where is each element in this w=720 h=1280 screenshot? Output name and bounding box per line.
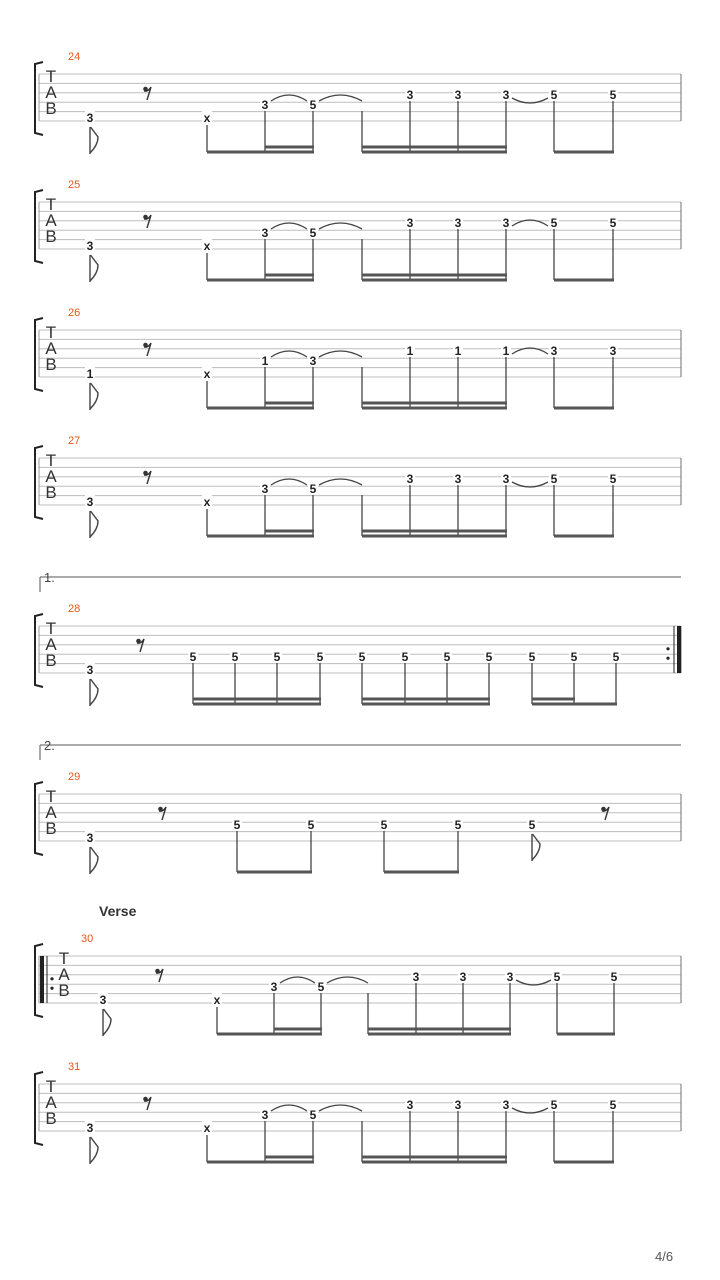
fret-last-a: 5 — [553, 970, 561, 984]
tie-arc — [271, 351, 307, 357]
beam-secondary — [362, 1156, 507, 1159]
beam-primary — [362, 703, 490, 706]
beam-primary — [384, 871, 459, 874]
fret-note: 5 — [528, 650, 536, 664]
beam-primary — [368, 1033, 511, 1036]
fret-last-b: 5 — [610, 970, 618, 984]
tie-arc-continue — [319, 95, 362, 101]
fret-tied-end: 5 — [317, 980, 325, 994]
fret-tied-end: 5 — [309, 98, 317, 112]
section-label-verse: Verse — [99, 903, 137, 919]
eighth-rest — [143, 87, 151, 100]
dead-note: x — [203, 367, 211, 381]
volta-bracket-2 — [40, 738, 681, 760]
fret-note: 5 — [189, 650, 197, 664]
page-number: 4/6 — [655, 1249, 674, 1264]
fret-tied-start: 3 — [261, 98, 269, 112]
fret-tied-end: 5 — [309, 1108, 317, 1122]
fret-note: 5 — [307, 818, 315, 832]
tab-letter-t: T — [58, 949, 70, 968]
fret-note: 5 — [528, 818, 536, 832]
beam-primary — [554, 279, 614, 282]
tab-letter-t: T — [45, 787, 57, 806]
measure-number: 29 — [68, 771, 81, 783]
beam-primary — [207, 407, 314, 410]
tab-letter-b: B — [45, 483, 57, 502]
tab-letter-b: B — [45, 651, 57, 670]
tie-arc-continue — [319, 223, 362, 229]
beam-primary — [554, 407, 614, 410]
beam-primary — [532, 703, 617, 706]
beam-primary — [207, 1161, 314, 1164]
beam-primary — [207, 535, 314, 538]
eighth-rest — [136, 639, 144, 652]
fret-note: 5 — [358, 650, 366, 664]
dead-note: x — [203, 111, 211, 125]
fret-note: 5 — [231, 650, 239, 664]
volta-bracket-1 — [40, 570, 681, 592]
fret-last-b: 5 — [609, 472, 617, 486]
fret-run: 3 — [506, 970, 514, 984]
eighth-rest — [143, 215, 151, 228]
beam-primary — [217, 1033, 322, 1036]
fret-run: 3 — [502, 216, 510, 230]
repeat-start-sign — [40, 956, 54, 1003]
beam-secondary — [362, 698, 490, 701]
eighth-rest — [143, 343, 151, 356]
tab-letter-b: B — [45, 99, 57, 118]
tab-letter-b: B — [45, 1109, 57, 1128]
fret-last-b: 5 — [609, 88, 617, 102]
note-stem-flag — [90, 1137, 98, 1164]
beam-primary — [237, 871, 312, 874]
fret-run: 1 — [406, 344, 414, 358]
fret-run: 3 — [406, 216, 414, 230]
fret-first: 3 — [86, 495, 94, 509]
fret-run: 3 — [412, 970, 420, 984]
note-stem-flag — [532, 834, 540, 861]
measure-31 — [35, 1061, 681, 1164]
tab-letter-t: T — [45, 1077, 57, 1096]
fret-note: 5 — [380, 818, 388, 832]
fret-run: 3 — [459, 970, 467, 984]
fret-run: 3 — [454, 1098, 462, 1112]
tab-letter-a: A — [45, 635, 57, 654]
fret-run: 3 — [406, 88, 414, 102]
tab-letter-b: B — [45, 819, 57, 838]
fret-first: 3 — [99, 993, 107, 1007]
fret-run: 3 — [454, 216, 462, 230]
fret-first: 3 — [86, 831, 94, 845]
beam-secondary — [265, 274, 314, 277]
tab-letter-a: A — [45, 339, 57, 358]
tie-arc-continue — [319, 351, 362, 357]
fret-run: 3 — [406, 472, 414, 486]
tie-arc — [271, 1105, 307, 1111]
beam-secondary — [274, 1028, 322, 1031]
fret-note: 5 — [273, 650, 281, 664]
fret-tied-start: 1 — [261, 354, 269, 368]
beam-secondary — [368, 1028, 511, 1031]
beam-primary — [362, 407, 507, 410]
tie-arc — [271, 223, 307, 229]
fret-tied-end: 5 — [309, 226, 317, 240]
measure-number: 30 — [81, 933, 94, 945]
tab-letter-a: A — [45, 803, 57, 822]
tab-letter-b: B — [45, 355, 57, 374]
fret-last-b: 3 — [609, 344, 617, 358]
beam-primary — [362, 279, 507, 282]
tab-letter-t: T — [45, 451, 57, 470]
tie-arc — [280, 977, 315, 983]
measure-number: 24 — [68, 51, 81, 63]
fret-run: 3 — [454, 472, 462, 486]
dead-note: x — [203, 1121, 211, 1135]
beam-secondary — [362, 274, 507, 277]
fret-tied-start: 3 — [270, 980, 278, 994]
beam-secondary — [193, 698, 321, 701]
fret-tied-start: 3 — [261, 1108, 269, 1122]
volta-label: 1. — [44, 570, 55, 585]
fret-note: 5 — [570, 650, 578, 664]
measure-28 — [35, 570, 681, 706]
measure-number: 26 — [68, 307, 81, 319]
tie-arc — [271, 479, 307, 485]
fret-last-b: 5 — [609, 1098, 617, 1112]
measure-30 — [35, 933, 681, 1036]
eighth-rest — [143, 1097, 151, 1110]
tab-letter-b: B — [58, 981, 70, 1000]
beam-secondary — [362, 146, 507, 149]
tab-letter-t: T — [45, 195, 57, 214]
fret-note: 5 — [316, 650, 324, 664]
fret-run: 3 — [502, 472, 510, 486]
dead-note: x — [213, 993, 221, 1007]
tab-letter-t: T — [45, 323, 57, 342]
repeat-end-sign — [666, 626, 681, 673]
eighth-rest — [155, 969, 163, 982]
note-stem-flag — [90, 847, 98, 874]
fret-first: 3 — [86, 663, 94, 677]
tab-letter-a: A — [45, 211, 57, 230]
beam-secondary — [362, 530, 507, 533]
eighth-rest — [601, 807, 609, 820]
measure-number: 31 — [68, 1061, 81, 1073]
measure-26 — [35, 307, 681, 410]
fret-first: 1 — [86, 367, 94, 381]
beam-secondary — [265, 1156, 314, 1159]
beam-primary — [554, 535, 614, 538]
fret-first: 3 — [86, 111, 94, 125]
tab-letter-b: B — [45, 227, 57, 246]
fret-last-a: 5 — [550, 472, 558, 486]
fret-first: 3 — [86, 1121, 94, 1135]
fret-run: 3 — [454, 88, 462, 102]
fret-last-a: 5 — [550, 216, 558, 230]
measure-number: 25 — [68, 179, 81, 191]
fret-note: 5 — [454, 818, 462, 832]
note-stem-flag — [90, 511, 98, 538]
eighth-rest — [158, 807, 166, 820]
tab-letter-a: A — [45, 1093, 57, 1112]
fret-tied-end: 3 — [309, 354, 317, 368]
beam-secondary — [265, 146, 314, 149]
beam-secondary — [265, 530, 314, 533]
beam-primary — [362, 1161, 507, 1164]
dead-note: x — [203, 495, 211, 509]
volta-label: 2. — [44, 738, 55, 753]
fret-note: 5 — [443, 650, 451, 664]
measure-29 — [35, 738, 681, 874]
fret-run: 3 — [502, 88, 510, 102]
fret-note: 5 — [401, 650, 409, 664]
fret-run: 3 — [502, 1098, 510, 1112]
measure-24 — [35, 51, 681, 154]
tab-letter-t: T — [45, 619, 57, 638]
fret-run: 3 — [406, 1098, 414, 1112]
note-stem-flag — [90, 127, 98, 154]
fret-last-b: 5 — [609, 216, 617, 230]
fret-tied-start: 3 — [261, 482, 269, 496]
fret-last-a: 3 — [550, 344, 558, 358]
fret-tied-end: 5 — [309, 482, 317, 496]
fret-last-a: 5 — [550, 88, 558, 102]
tie-arc-continue — [319, 1105, 362, 1111]
measure-27 — [35, 435, 681, 538]
beam-secondary — [362, 402, 507, 405]
fret-note: 5 — [612, 650, 620, 664]
fret-first: 3 — [86, 239, 94, 253]
tab-letter-a: A — [58, 965, 70, 984]
fret-last-a: 5 — [550, 1098, 558, 1112]
beam-primary — [362, 535, 507, 538]
tab-letter-a: A — [45, 467, 57, 486]
beam-primary — [207, 279, 314, 282]
tie-arc — [271, 95, 307, 101]
note-stem-flag — [90, 679, 98, 706]
fret-tied-start: 3 — [261, 226, 269, 240]
beam-primary — [557, 1033, 615, 1036]
measure-number: 28 — [68, 603, 81, 615]
beam-primary — [554, 151, 614, 154]
note-stem-flag — [90, 383, 98, 410]
fret-note: 5 — [485, 650, 493, 664]
beam-secondary — [532, 698, 575, 701]
beam-primary — [554, 1161, 614, 1164]
beam-primary — [193, 703, 321, 706]
tab-letter-t: T — [45, 67, 57, 86]
fret-run: 1 — [502, 344, 510, 358]
tab-letter-a: A — [45, 83, 57, 102]
fret-run: 1 — [454, 344, 462, 358]
tie-arc-continue — [319, 479, 362, 485]
tie-arc-continue — [327, 977, 368, 983]
beam-primary — [362, 151, 507, 154]
measure-number: 27 — [68, 435, 81, 447]
measure-25 — [35, 179, 681, 282]
beam-secondary — [265, 402, 314, 405]
fret-note: 5 — [233, 818, 241, 832]
eighth-rest — [143, 471, 151, 484]
dead-note: x — [203, 239, 211, 253]
note-stem-flag — [103, 1009, 111, 1036]
note-stem-flag — [90, 255, 98, 282]
beam-primary — [207, 151, 314, 154]
